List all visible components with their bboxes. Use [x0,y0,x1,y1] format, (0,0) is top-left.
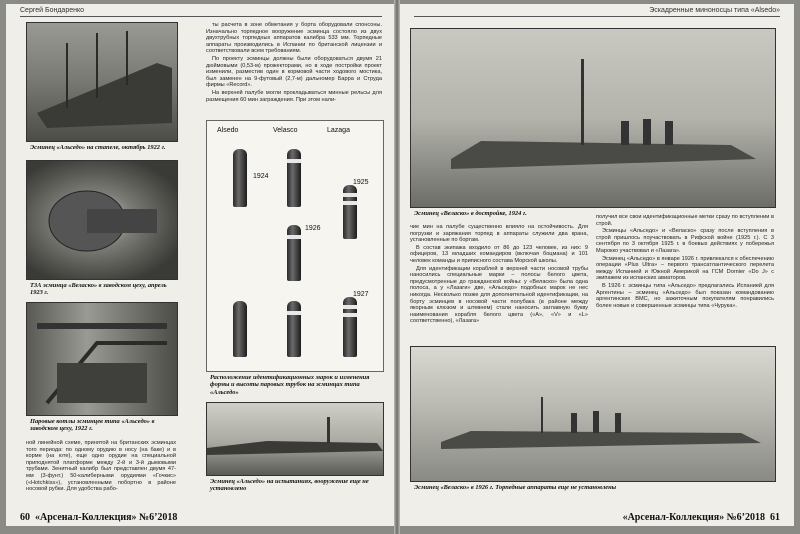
paragraph: Эсминец «Альседо» в январе 1926 г. привлекался к обеспечению операции «Plus Ultra» – первого трансатлантического перелета между Испанией и Южной Америкой на ГСМ Dornier «Do J» с экипажем из испанских авиаторов. [596,255,774,282]
funnel-lazaga-1925 [343,185,357,239]
footer-right [623,512,780,523]
caption-1: Эсминец «Альседо» на стапеле, октябрь 1922 г. [30,144,166,151]
caption-3: Паровые котлы эсминцев типа «Альседо» в заводском цеху, 1922 г. [30,418,155,433]
year-label-1925: 1925 [353,179,369,186]
header-rule [414,16,780,17]
left-bottom-text [26,440,176,494]
photo-velasco-completion [410,28,776,208]
funnel-alsedo-1924 [233,149,247,207]
photo-boilers-workshop [26,302,178,416]
paragraph: получил все свои идентификационные метки сразу по вступлении в строй. [596,214,774,227]
paragraph: Эсминцы «Альседо» и «Веласко» сразу после вступления в строй пришлось поучаствовать в Рифской войне (1925 г.). С 3 сентября по 3 октября 1925 г. в боевых действиях у побережья Марокко участвовал и «Лазага». [596,228,774,254]
year-label-1927: 1927 [353,291,369,298]
paragraph: В состав экипажа входило от 86 до 123 человек, из них: 9 офицеров, 13 младших командиров (включая боцмана) и 101 человек команды и приписного состава Морской школы. [410,244,588,264]
page-number: 61 [770,512,780,523]
funnel-lazaga-1927 [343,297,357,357]
left-page [6,4,394,526]
caption-4: Расположение идентификационных марок и изменения формы и высоты паровых трубок на эсминцах типа «Альседо» [210,374,370,396]
funnel-velasco-1924 [287,149,301,207]
funnel-velasco-1926 [287,225,301,281]
ship-hull-illustration [27,23,177,141]
column-label-velasco: Velasco [273,127,298,134]
header-rule [20,16,382,17]
ship-illustration [411,347,775,481]
right-column2-text [596,214,774,310]
paragraph: ной линейной схеме, принятой на британских эсминцах того периода: по одному орудию в носу (на баке) и в корме (на юте), еще одно орудие на специальной приподнятой платформе между 2-й и 3-й дымовыми трубами. Зенитный калибр был представлен двумя 47-мм (3-фунт.) 50-калиберными орудиями «Гочкис» («Hotchkiss»), установленными побортно в районе носовой рубки. Для удобства рабо- [26,440,176,493]
caption-right-2: Эсминец «Веласко» в 1926 г. Торпедные аппараты еще не установлены [414,484,617,491]
caption-2: ТЗА эсминца «Веласко» в заводском цеху, апрель 1923 г. [30,282,167,297]
photo-alsedo-slipway [26,22,178,142]
column-label-lazaga: Lazaga [327,127,350,134]
caption-5: Эсминец «Альседо» на испытаниях, вооружение еще не установлено [210,478,369,493]
page-number: 60 [20,512,30,523]
footer-title: «Арсенал-Коллекция» №6’2018 [622,512,765,523]
funnel-diagram [206,120,384,372]
ship-illustration [411,29,775,207]
running-header: Эскадренные миноносцы типа «Alsedo» [649,7,780,14]
right-column1-text [410,224,588,326]
column-label-alsedo: Alsedo [217,127,239,134]
turbine-illustration [27,161,177,279]
paragraph: В 1926 г. эсминцы типа «Альседо» предлагались Испанией для Аргентины – эсминец «Альседо» был показан командованию аргентинских ВМС, но зажиточным покупателям понравились более новые и совершенные эсминцы типа «Чурука». [596,282,774,309]
photo-alsedo-trials [206,402,384,476]
ship-silhouette [207,403,383,475]
boilers-illustration [27,303,177,415]
paragraph: ты расчета в зоне обметания у борта оборудовали спонсоны. Изначально торпедное вооружение эсминца состояло из двух двухтрубных торпедных аппаратов калибра 533 мм. Торпедные аппараты производились в Испании по британской лицензии и соответствовали всем требованиям. [206,22,382,55]
year-label-1926: 1926 [305,225,321,232]
author-name: Сергей Бондаренко [20,7,85,14]
paragraph: По проекту эсминцы должны были оборудоваться двумя 21 дюймовыми (0,53-м) прожекторами, но в ходе постройки проект изменили, разместив один в кормовой части ходового мостика, был заменен на 9-футовый (2,7-м) дальномер Барра и Струда фирмы «Record». [206,55,382,89]
year-label-1924: 1924 [253,173,269,180]
funnel-velasco-1927 [287,301,301,357]
funnel-alsedo-1927 [233,301,247,357]
right-page [400,4,794,526]
footer-left [20,512,177,523]
paragraph: На верхней палубе могли прокладываться минные рельсы для размещения 60 мин заграждения. При этом нали- [206,89,382,103]
photo-velasco-1926 [410,346,776,482]
caption-right-1: Эсминец «Веласко» в достройке, 1924 г. [414,210,527,217]
paragraph: Для идентификации кораблей в верхней части носовой трубы наносились специальные марки – полосы белого цвета, предусмотренные до гражданской войны: у «Веласко» была одна полоса, а у «Лазаги» две, «Альседо» подобных марок не нес никогда. Несколько позже для дополнительной идентификации, на борту эсминцев в носовой части полубака (в районе между якорным клюзом и штевнем) стали наносить заглавную букву наименования корабля белого цвета («А», «V» и «L» соответственно), «Лазага» [410,265,588,325]
paragraph: чие мин на палубе существенно влияло на остойчивость. Для погрузки и заряжания торпед в аппараты служили два крана, установленные по бортам. [410,224,588,244]
left-column2-text [206,22,382,104]
photo-turbine-workshop [26,160,178,280]
footer-title: «Арсенал-Коллекция» №6’2018 [35,512,178,523]
